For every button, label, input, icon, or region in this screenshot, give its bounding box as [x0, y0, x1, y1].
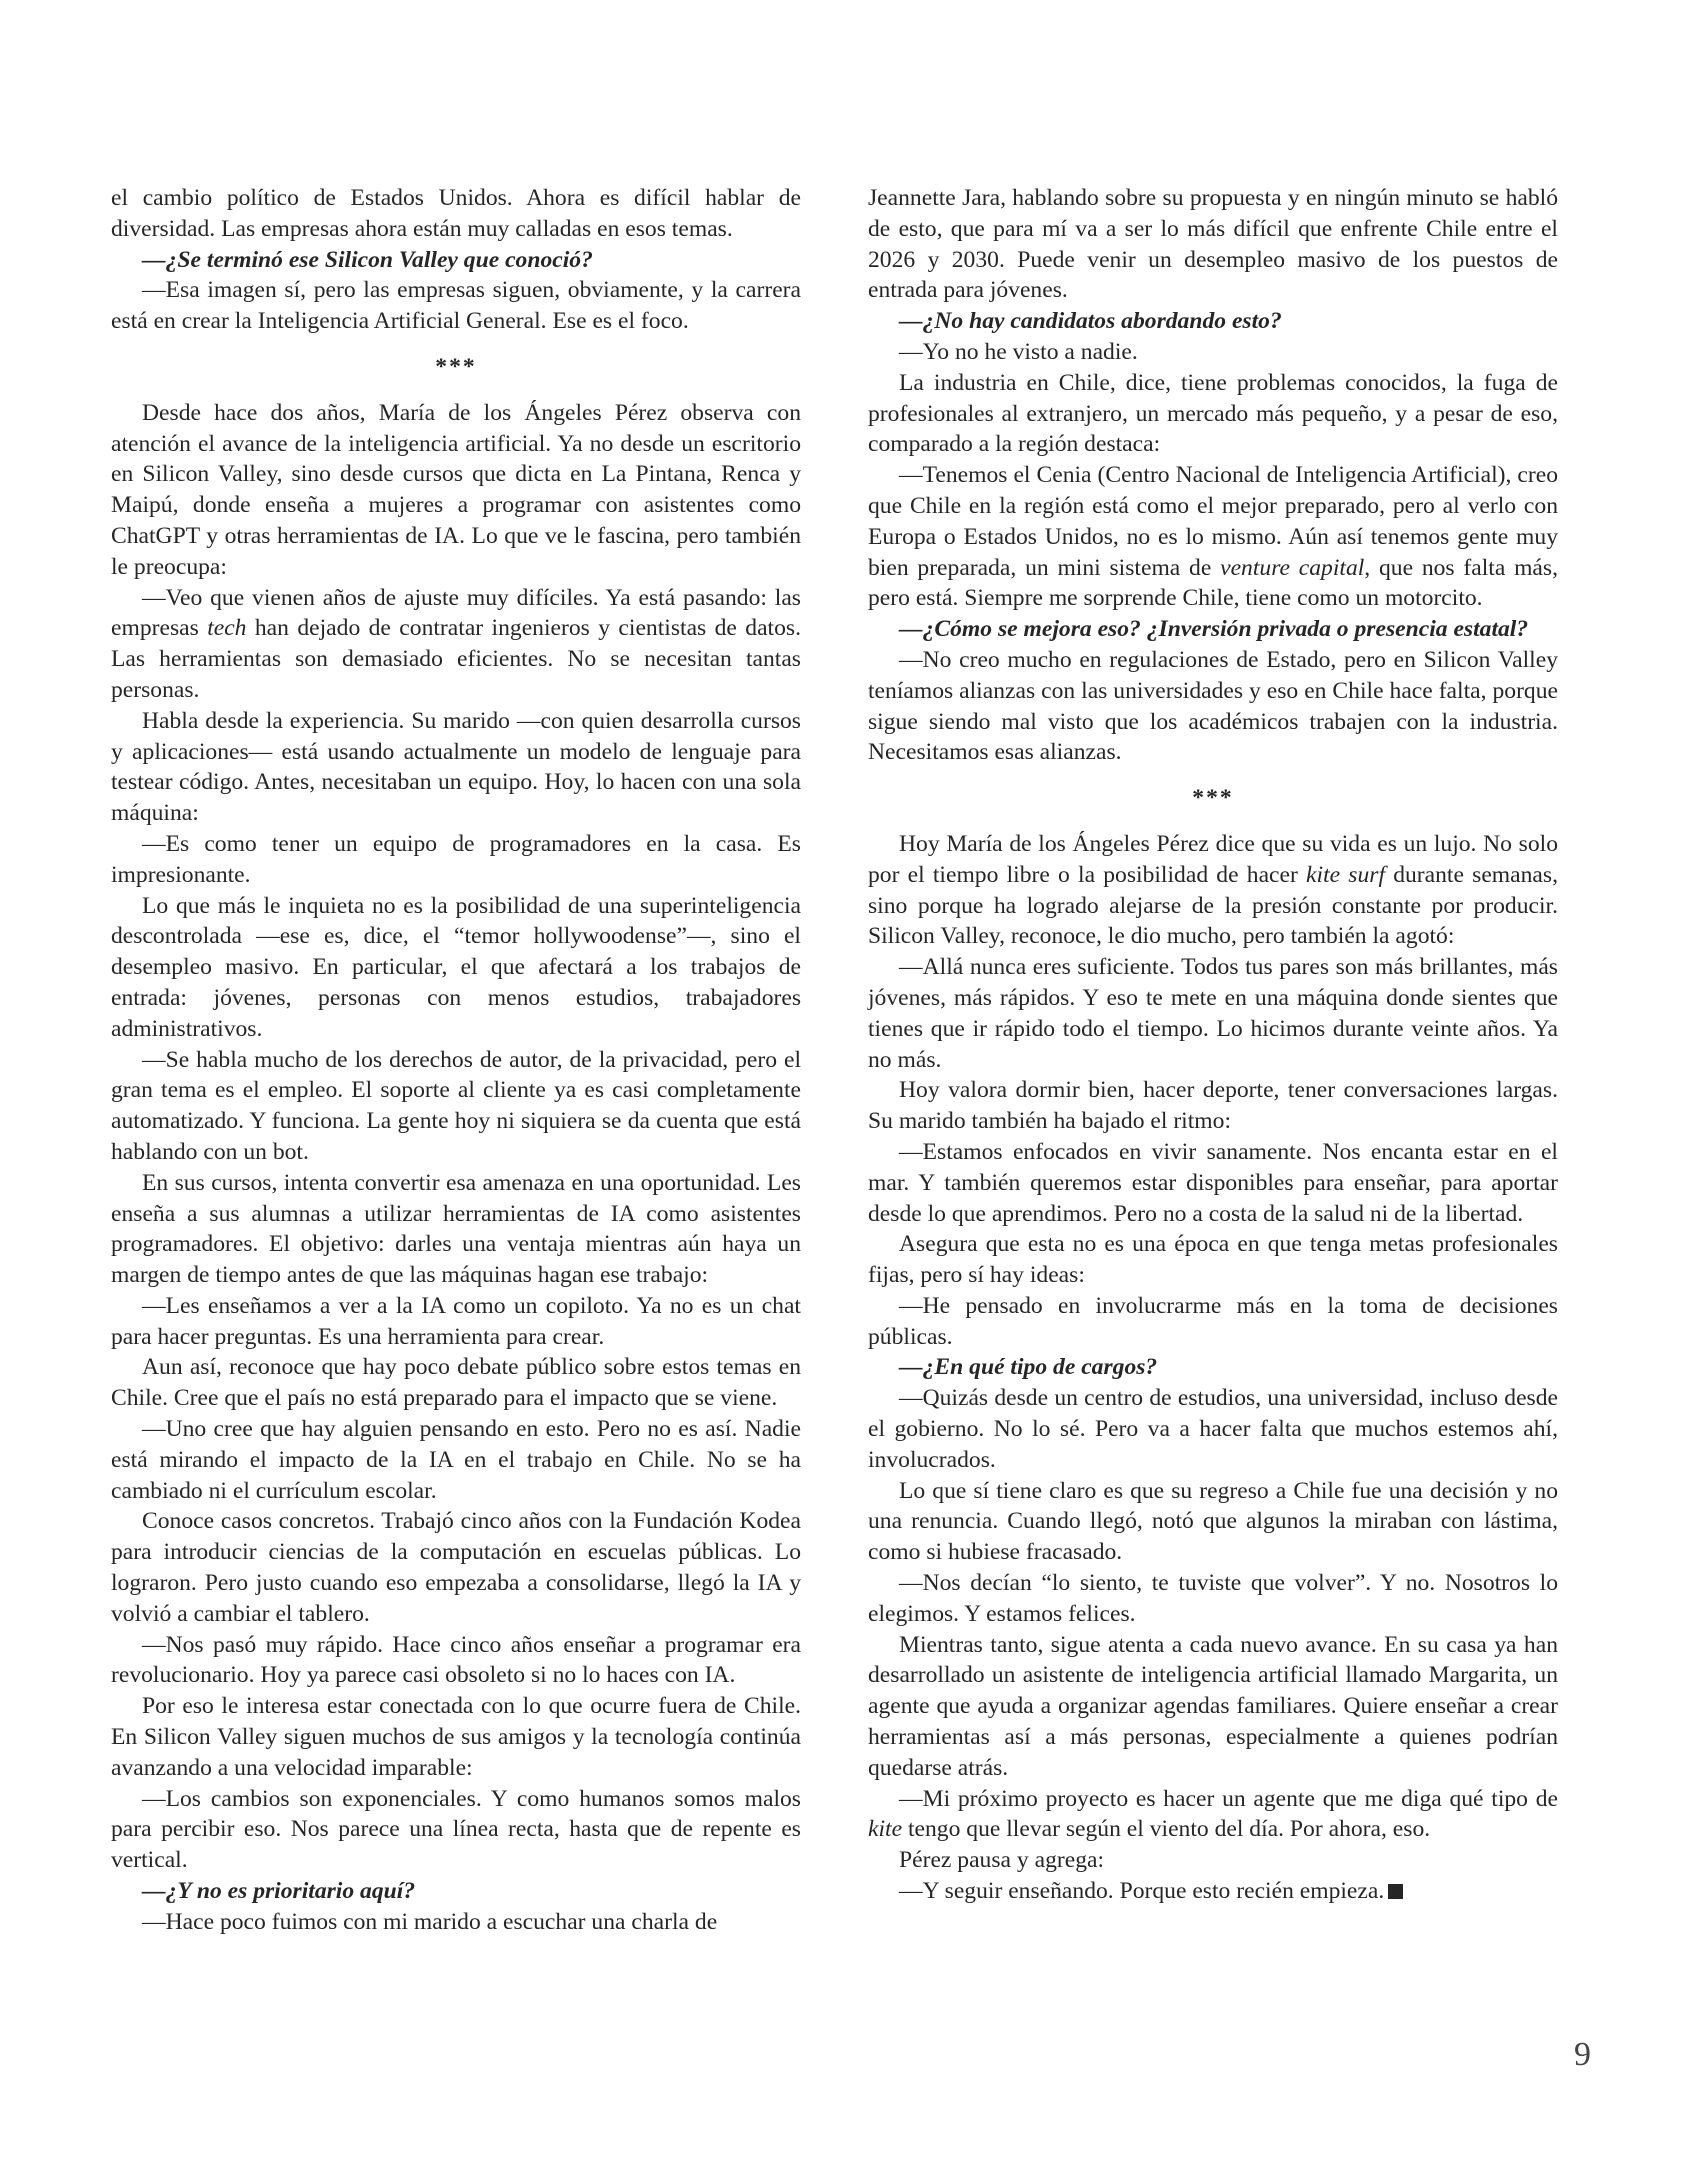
interview-question	[111, 1876, 801, 1907]
text-run: —Yo no he visto a nadie.	[899, 338, 1138, 365]
interview-question	[111, 245, 801, 276]
paragraph	[111, 1907, 801, 1938]
interview-question	[868, 614, 1558, 645]
paragraph	[868, 1137, 1558, 1229]
text-run: Por eso le interesa estar conectada con lo que ocurre fuera de Chile. En Silicon Valley siguen muchos de sus amigos y la tecnología continúa avanzando a una velocidad imparable:	[111, 1693, 801, 1781]
paragraph	[868, 1876, 1558, 1907]
italic-term: kite	[868, 1816, 903, 1843]
text-run: —Y seguir enseñando. Porque esto recién empieza.	[899, 1878, 1385, 1905]
text-run: —¿Y no es prioritario aquí?	[142, 1878, 416, 1905]
paragraph	[111, 1630, 801, 1692]
paragraph	[868, 1476, 1558, 1568]
left-column	[111, 183, 801, 1938]
text-run: —Es como tener un equipo de programadores en la casa. Es impresionante.	[111, 830, 801, 888]
paragraph	[868, 829, 1558, 952]
paragraph	[868, 1229, 1558, 1291]
paragraph	[868, 1075, 1558, 1137]
text-run: durante semanas, sino porque ha logrado alejarse de la presión constante por producir. Silicon Valley, reconoce, le dio mucho, pero también la agotó:	[868, 861, 1558, 950]
paragraph	[111, 1506, 801, 1629]
text-run: Aun así, reconoce que hay poco debate público sobre estos temas en Chile. Cree que el país no está preparado para el impacto que se viene.	[111, 1354, 801, 1412]
text-run: —Uno cree que hay alguien pensando en esto. Pero no es así. Nadie está mirando el impacto de la IA en el trabajo en Chile. No se ha cambiado ni el currículum escolar.	[111, 1416, 801, 1504]
right-column	[868, 183, 1558, 1907]
end-mark-icon	[1388, 1884, 1403, 1899]
text-run: Hoy María de los Ángeles Pérez dice que su vida es un lujo. No solo por el tiempo libre o la posibilidad de hacer	[868, 830, 1558, 888]
text-run: ***	[435, 353, 477, 380]
text-run: —Estamos enfocados en vivir sanamente. Nos encanta estar en el mar. Y también queremos estar disponibles para enseñar, para aportar desde lo que aprendimos. Pero no a costa de la salud ni de la libertad.	[868, 1138, 1558, 1227]
paragraph	[868, 645, 1558, 768]
text-run: —Esa imagen sí, pero las empresas siguen, obviamente, y la carrera está en crear la Inteligencia Artificial General. Ese es el foco.	[111, 277, 801, 335]
paragraph	[868, 183, 1558, 306]
text-run: —Nos decían “lo siento, te tuviste que volver”. Y no. Nosotros lo elegimos. Y estamos felices.	[868, 1570, 1558, 1627]
text-run: Conoce casos concretos. Trabajó cinco años con la Fundación Kodea para introducir ciencias de la computación en escuelas públicas. Lo lograron. Pero justo cuando eso empezaba a consolidarse, llegó la IA y volvió a cambiar el tablero.	[111, 1508, 801, 1627]
page-number: 9	[1574, 2036, 1591, 2073]
paragraph	[868, 1784, 1558, 1846]
text-run: Asegura que esta no es una época en que tenga metas profesionales fijas, pero sí hay ideas:	[868, 1231, 1558, 1289]
paragraph	[868, 1383, 1558, 1475]
paragraph	[111, 1784, 801, 1876]
paragraph	[111, 275, 801, 337]
paragraph	[111, 1168, 801, 1291]
text-run: Desde hace dos años, María de los Ángeles Pérez observa con atención el avance de la inteligencia artificial. Ya no desde un escritorio en Silicon Valley, sino desde cursos que dicta en La Pintana, Renca y Maipú, donde enseña a mujeres a programar con asistentes como ChatGPT y otras herramientas de IA. Lo que ve le fascina, pero también le preocupa:	[111, 399, 801, 580]
text-run: —¿Cómo se mejora eso? ¿Inversión privada o presencia estatal?	[899, 616, 1529, 643]
italic-term: kite surf	[1306, 861, 1386, 888]
paragraph	[868, 1291, 1558, 1353]
italic-term: venture capital	[1220, 554, 1365, 581]
paragraph	[868, 337, 1558, 368]
text-run: —Veo que vienen años de ajuste muy difíciles. Ya está pasando: las empresas	[111, 584, 801, 642]
paragraph	[868, 368, 1558, 460]
text-run: Lo que más le inquieta no es la posibilidad de una superinteligencia descontrolada —ese es, dice, el “temor hollywoodense”—, sino el desempleo masivo. En particular, el que afectará a los trabajos de entrada: jóvenes, personas con menos estudios, trabajadores administrativos.	[111, 892, 801, 1042]
text-run: —No creo mucho en regulaciones de Estado, pero en Silicon Valley teníamos alianzas con las universidades y eso en Chile hace falta, porque sigue siendo mal visto que los académicos trabajen con la industria. Necesitamos esas alianzas.	[868, 646, 1558, 766]
paragraph	[111, 706, 801, 829]
paragraph	[111, 1045, 801, 1168]
text-run: Lo que sí tiene claro es que su regreso a Chile fue una decisión y no una renuncia. Cuando llegó, notó que algunos la miraban con lástima, como si hubiese fracasado.	[868, 1477, 1558, 1566]
paragraph	[111, 1414, 801, 1506]
text-run: ***	[1192, 785, 1234, 812]
text-run: el cambio político de Estados Unidos. Ahora es difícil hablar de diversidad. Las empresas ahora están muy calladas en esos temas.	[111, 185, 801, 242]
text-run: —Quizás desde un centro de estudios, una universidad, incluso desde el gobierno. No lo sé. Pero va a hacer falta que muchos estemos ahí, involucrados.	[868, 1385, 1558, 1473]
text-run: —Hace poco fuimos con mi marido a escuchar una charla de	[142, 1908, 718, 1935]
text-run: —Se habla mucho de los derechos de autor, de la privacidad, pero el gran tema es el empleo. El soporte al cliente ya es casi completamente automatizado. Y funciona. La gente hoy ni siquiera se da cuenta que está hablando con un bot.	[111, 1046, 801, 1165]
interview-question	[868, 306, 1558, 337]
text-run: —Nos pasó muy rápido. Hace cinco años enseñar a programar era revolucionario. Hoy ya parece casi obsoleto si no lo haces con IA.	[111, 1631, 801, 1689]
text-run: En sus cursos, intenta convertir esa amenaza en una oportunidad. Les enseña a sus alumnas a utilizar herramientas de IA como asistentes programadores. El objetivo: darles una ventaja mientras aún haya un margen de tiempo antes de que las máquinas hagan ese trabajo:	[111, 1169, 801, 1289]
interview-question	[868, 1352, 1558, 1383]
paragraph	[868, 1845, 1558, 1876]
section-separator	[111, 352, 801, 383]
text-run: Jeannette Jara, hablando sobre su propuesta y en ningún minuto se habló de esto, que para mí va a ser lo más difícil que enfrente Chile entre el 2026 y 2030. Puede venir un desempleo masivo de los puestos de entrada para jóvenes.	[868, 185, 1558, 304]
text-run: —Allá nunca eres suficiente. Todos tus pares son más brillantes, más jóvenes, más rápidos. Y eso te mete en una máquina donde sientes que tienes que ir rápido todo el tiempo. Lo hicimos durante veinte años. Ya no más.	[868, 954, 1558, 1073]
text-run: —Mi próximo proyecto es hacer un agente que me diga qué tipo de	[899, 1785, 1558, 1812]
paragraph	[868, 1568, 1558, 1630]
text-run: han dejado de contratar ingenieros y cientistas de datos. Las herramientas son demasiado eficientes. No se necesitan tantas personas.	[111, 615, 801, 703]
paragraph	[111, 891, 801, 1045]
text-run: —He pensado en involucrarme más en la toma de decisiones públicas.	[868, 1292, 1558, 1350]
text-run: Habla desde la experiencia. Su marido —con quien desarrolla cursos y aplicaciones— está usando actualmente un modelo de lenguaje para testear código. Antes, necesitaban un equipo. Hoy, lo hacen con una sola máquina:	[111, 707, 801, 827]
text-run: —Tenemos el Cenia (Centro Nacional de Inteligencia Artificial), creo que Chile en la región está como el mejor preparado, pero al verlo con Europa o Estados Unidos, no es lo mismo. Aún así tenemos gente muy bien preparada, un mini sistema de	[868, 462, 1558, 581]
paragraph	[111, 829, 801, 891]
text-run: La industria en Chile, dice, tiene problemas conocidos, la fuga de profesionales al extranjero, un mercado más pequeño, y a pesar de eso, comparado a la región destaca:	[868, 369, 1558, 458]
italic-term: tech	[207, 615, 247, 642]
section-separator	[868, 783, 1558, 814]
text-run: —Les enseñamos a ver a la IA como un copiloto. Ya no es un chat para hacer preguntas. Es una herramienta para crear.	[111, 1292, 801, 1350]
text-run: , que nos falta más, pero está. Siempre me sorprende Chile, tiene como un motorcito.	[868, 554, 1558, 612]
text-run: —¿No hay candidatos abordando esto?	[899, 308, 1282, 335]
paragraph	[111, 583, 801, 706]
paragraph	[868, 952, 1558, 1075]
paragraph	[111, 1691, 801, 1783]
paragraph	[111, 398, 801, 583]
text-run: —¿Se terminó ese Silicon Valley que conoció?	[142, 246, 593, 273]
paragraph	[111, 183, 801, 245]
text-run: Hoy valora dormir bien, hacer deporte, tener conversaciones largas. Su marido también ha bajado el ritmo:	[868, 1077, 1558, 1135]
paragraph	[868, 1630, 1558, 1784]
text-run: Mientras tanto, sigue atenta a cada nuevo avance. En su casa ya han desarrollado un asistente de inteligencia artificial llamado Margarita, un agente que ayuda a organizar agendas familiares. Quiere enseñar a crear herramientas así a más personas, especialmente a quienes podrían quedarse atrás.	[868, 1631, 1558, 1781]
paragraph	[111, 1291, 801, 1353]
text-run: —¿En qué tipo de cargos?	[899, 1354, 1158, 1381]
text-run: tengo que llevar según el viento del día. Por ahora, eso.	[902, 1816, 1431, 1843]
paragraph	[868, 460, 1558, 614]
text-run: —Los cambios son exponenciales. Y como humanos somos malos para percibir eso. Nos parece una línea recta, hasta que de repente es vertical.	[111, 1785, 801, 1874]
paragraph	[111, 1352, 801, 1414]
text-run: Pérez pausa y agrega:	[899, 1847, 1105, 1874]
